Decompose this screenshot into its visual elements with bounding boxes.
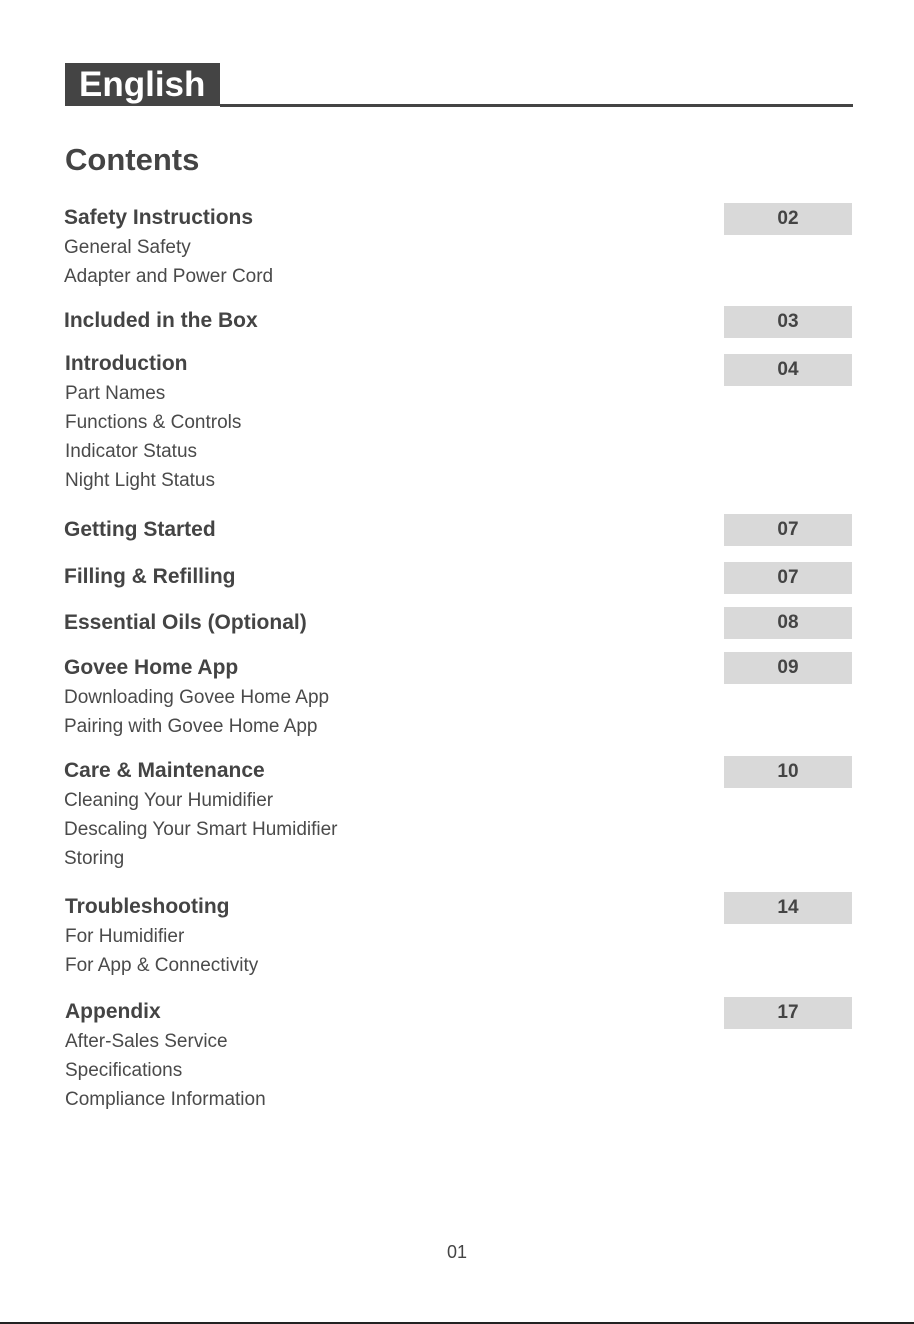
toc-subitem[interactable]: Descaling Your Smart Humidifier <box>64 819 338 840</box>
toc-subitem[interactable]: Indicator Status <box>65 441 198 462</box>
page-badge: 09 <box>724 652 852 684</box>
toc-heading[interactable]: Introduction <box>65 352 188 375</box>
toc-heading[interactable]: Getting Started <box>64 518 216 541</box>
toc-subitem[interactable]: Functions & Controls <box>65 412 242 433</box>
page-badge: 08 <box>724 607 852 639</box>
toc-section-troubleshooting[interactable] <box>65 892 852 980</box>
language-label: English <box>65 63 220 106</box>
toc-section-getting-started[interactable] <box>64 515 852 545</box>
toc-heading[interactable]: Care & Maintenance <box>64 759 265 782</box>
toc-subitem[interactable]: Cleaning Your Humidifier <box>64 790 274 811</box>
toc-subitem[interactable]: Compliance Information <box>65 1089 266 1110</box>
toc-section-safety-instructions[interactable] <box>64 203 852 291</box>
toc-heading[interactable]: Filling & Refilling <box>64 565 236 588</box>
language-header <box>65 63 853 109</box>
page-badge: 07 <box>724 514 852 546</box>
toc-section-essential-oils[interactable] <box>64 608 852 638</box>
toc-subitem[interactable]: For Humidifier <box>65 926 185 947</box>
toc-subitem[interactable]: Pairing with Govee Home App <box>64 716 318 737</box>
toc-section-appendix[interactable] <box>65 997 852 1114</box>
toc-section-included-in-the-box[interactable] <box>64 306 852 336</box>
toc-section-filling-refilling[interactable] <box>64 562 852 592</box>
page-badge: 03 <box>724 306 852 338</box>
toc-heading[interactable]: Troubleshooting <box>65 895 230 918</box>
toc-section-govee-home-app[interactable] <box>64 653 852 741</box>
toc-heading[interactable]: Govee Home App <box>64 656 239 679</box>
page-number: 01 <box>446 1242 468 1262</box>
page-badge: 02 <box>724 203 852 235</box>
page-badge: 17 <box>724 997 852 1029</box>
page-badge: 04 <box>724 354 852 386</box>
toc-subitem[interactable]: Specifications <box>65 1060 183 1081</box>
toc-subitem[interactable]: Night Light Status <box>65 470 215 491</box>
page-badge: 07 <box>724 562 852 594</box>
page-badge: 10 <box>724 756 852 788</box>
page-badge: 14 <box>724 892 852 924</box>
toc-subitem[interactable]: Downloading Govee Home App <box>64 687 330 708</box>
toc-section-care-maintenance[interactable] <box>64 756 852 873</box>
toc-heading[interactable]: Included in the Box <box>64 309 258 332</box>
toc-subitem[interactable]: Storing <box>64 848 125 869</box>
toc-subitem[interactable]: For App & Connectivity <box>65 955 259 976</box>
toc-heading[interactable]: Essential Oils (Optional) <box>64 611 307 634</box>
toc-subitem[interactable]: After-Sales Service <box>65 1031 228 1052</box>
toc-heading[interactable]: Safety Instructions <box>64 206 254 229</box>
toc-heading[interactable]: Appendix <box>65 1000 161 1023</box>
toc-section-introduction[interactable] <box>65 349 852 495</box>
toc-subitem[interactable]: General Safety <box>64 237 191 258</box>
toc-subitem[interactable]: Part Names <box>65 383 166 404</box>
toc-subitem[interactable]: Adapter and Power Cord <box>64 266 274 287</box>
header-divider <box>220 104 853 107</box>
page-title: Contents <box>65 142 200 177</box>
